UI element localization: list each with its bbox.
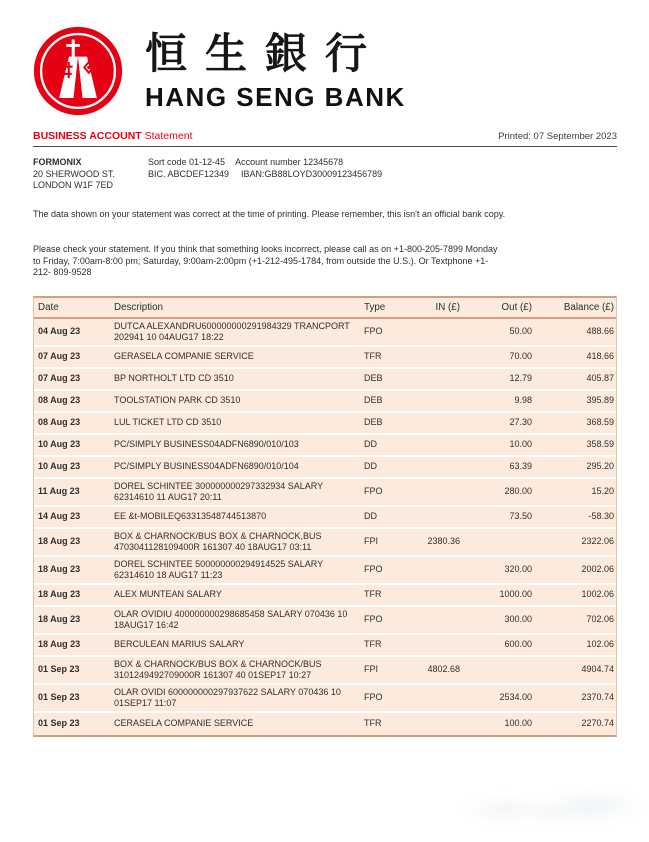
cell-balance: 405.87	[586, 373, 614, 383]
cell-description: DOREL SCHINTEE 300000000297332934 SALARY 62314610 11 AUG17 20:11	[114, 480, 323, 502]
cell-date: 18 Aug 23	[38, 589, 81, 599]
brand-text	[145, 26, 406, 112]
recipient-name: FORMONIX	[33, 157, 82, 167]
contact-notice: Please check your statement. If you think that something looks incorrect, please call as on +1-800-205-7899 Monday to Friday, 7:00am-8:00 pm; Saturday, 9:00am-2:00pm (+1-212-495-1784, from outside the U.S.). Or Textphone +1-212- 809-9528	[33, 244, 498, 277]
cell-type: TFR	[364, 351, 382, 361]
table-row	[34, 657, 616, 685]
account-details-block	[148, 157, 394, 192]
table-row	[34, 457, 616, 479]
table-row	[34, 319, 616, 347]
bank-name-chinese: 恒生銀行	[145, 29, 386, 78]
cell-date: 18 Aug 23	[38, 564, 81, 574]
cell-balance: 2322.06	[581, 536, 614, 546]
cell-description: BOX & CHARNOCK/BUS BOX & CHARNOCK/BUS 3101249492709000R 161307 40 01SEP17 10:27	[114, 658, 322, 680]
hang-seng-logo-icon	[33, 26, 123, 116]
statement-title-bold: BUSINESS ACCOUNT	[33, 130, 142, 142]
header-divider	[33, 146, 617, 147]
brand-header	[33, 26, 617, 116]
cell-out: 10.00	[509, 439, 532, 449]
cell-in: 2380.36	[427, 536, 460, 546]
cell-description: EE &t-MOBILEQ63313548744513870	[114, 511, 267, 521]
cell-out: 600.00	[504, 639, 532, 649]
bank-name-english: HANG SENG BANK	[145, 82, 406, 112]
cell-type: DEB	[364, 417, 383, 427]
cell-balance: 702.06	[586, 614, 614, 624]
cell-type: DD	[364, 439, 377, 449]
cell-out: 280.00	[504, 486, 532, 496]
cell-balance: 2270.74	[581, 718, 614, 728]
cell-date: 10 Aug 23	[38, 439, 81, 449]
column-header-out: Out (£)	[501, 301, 532, 313]
cell-description: BP NORTHOLT LTD CD 3510	[114, 373, 234, 383]
cell-type: TFR	[364, 718, 382, 728]
cell-type: FPI	[364, 664, 379, 674]
cell-balance: 368.59	[586, 417, 614, 427]
column-header-date: Date	[38, 301, 59, 313]
watermark-remnant	[430, 775, 645, 837]
cell-date: 04 Aug 23	[38, 326, 81, 336]
table-row	[34, 557, 616, 585]
cell-in: 4802.68	[427, 664, 460, 674]
cell-type: TFR	[364, 639, 382, 649]
cell-description: DOREL SCHINTEE 500000000294914525 SALARY 62314610 18 AUG17 11:23	[114, 558, 323, 580]
table-row	[34, 435, 616, 457]
cell-date: 08 Aug 23	[38, 395, 81, 405]
cell-type: FPO	[364, 564, 383, 574]
column-header-type: Type	[364, 301, 386, 313]
cell-balance: 395.89	[586, 395, 614, 405]
cell-date: 01 Sep 23	[38, 692, 80, 702]
cell-out: 2534.00	[499, 692, 532, 702]
cell-out: 27.30	[509, 417, 532, 427]
cell-description: GERASELA COMPANIE SERVICE	[114, 351, 254, 361]
cell-description: OLAR OVIDI 600000000297937622 SALARY 070436 10 01SEP17 11:07	[114, 686, 341, 708]
column-header-in: IN (£)	[435, 301, 460, 313]
cell-description: PC/SIMPLY BUSINESS04ADFN6890/010/104	[114, 461, 299, 471]
cell-type: DD	[364, 461, 377, 471]
cell-description: TOOLSTATION PARK CD 3510	[114, 395, 241, 405]
cell-type: FPI	[364, 536, 379, 546]
bic: BIC. ABCDEF12349	[148, 168, 230, 179]
cell-description: PC/SIMPLY BUSINESS04ADFN6890/010/103	[114, 439, 299, 449]
statement-title	[33, 130, 192, 142]
cell-out: 50.00	[509, 326, 532, 336]
cell-out: 12.79	[509, 373, 532, 383]
cell-type: TFR	[364, 589, 382, 599]
cell-balance: 1002.06	[581, 589, 614, 599]
statement-title-line	[33, 130, 617, 142]
cell-type: FPO	[364, 326, 383, 336]
iban: IBAN:GB88LOYD30009123456789	[241, 168, 383, 179]
cell-out: 70.00	[509, 351, 532, 361]
recipient-address-line2: LONDON W1F 7ED	[33, 180, 114, 190]
cell-date: 07 Aug 23	[38, 373, 81, 383]
transactions-table	[33, 296, 617, 737]
account-number: Account number 12345678	[235, 157, 344, 167]
table-row	[34, 391, 616, 413]
cell-date: 07 Aug 23	[38, 351, 81, 361]
cell-description: LUL TICKET LTD CD 3510	[114, 417, 222, 427]
column-header-description: Description	[114, 301, 164, 313]
cell-date: 08 Aug 23	[38, 417, 81, 427]
cell-description: OLAR OVIDIU 400000000298685458 SALARY 070436 10 18AUG17 16:42	[114, 608, 348, 630]
cell-date: 01 Sep 23	[38, 664, 80, 674]
table-row	[34, 507, 616, 529]
cell-description: ALEX MUNTEAN SALARY	[114, 589, 222, 599]
cell-type: DD	[364, 511, 377, 521]
sort-code: Sort code 01-12-45	[148, 157, 226, 167]
cell-balance: 488.66	[586, 326, 614, 336]
cell-out: 320.00	[504, 564, 532, 574]
statement-title-regular: Statement	[141, 130, 193, 142]
table-header-row	[34, 298, 616, 319]
table-row	[34, 585, 616, 607]
table-row	[34, 413, 616, 435]
table-row	[34, 713, 616, 735]
cell-out: 300.00	[504, 614, 532, 624]
recipient-address-line1: 20 SHERWOOD ST.	[33, 168, 115, 179]
cell-out: 73.50	[509, 511, 532, 521]
cell-balance: 295.20	[586, 461, 614, 471]
cell-balance: 15.20	[591, 486, 614, 496]
cell-date: 18 Aug 23	[38, 614, 81, 624]
column-header-balance: Balance (£)	[563, 301, 614, 313]
cell-balance: 4904.74	[581, 664, 614, 674]
cell-description: DUTCA ALEXANDRU600000000291984329 TRANCPORT 202941 10 04AUG17 18:22	[114, 320, 350, 342]
cell-type: FPO	[364, 486, 383, 496]
cell-type: FPO	[364, 614, 383, 624]
cell-balance: 2370.74	[581, 692, 614, 702]
recipient-address-block	[33, 157, 148, 192]
table-body	[34, 319, 616, 735]
cell-type: DEB	[364, 373, 383, 383]
cell-description: BOX & CHARNOCK/BUS BOX & CHARNOCK,BUS 4703041128109400R 161307 40 18AUG17 03:11	[114, 530, 322, 552]
cell-description: CERASELA COMPANIE SERVICE	[114, 718, 254, 728]
cell-out: 100.00	[504, 718, 532, 728]
cell-balance: 102.06	[586, 639, 614, 649]
cell-balance: 418.66	[586, 351, 614, 361]
table-row	[34, 369, 616, 391]
cell-date: 11 Aug 23	[38, 486, 80, 496]
cell-type: FPO	[364, 692, 383, 702]
table-row	[34, 635, 616, 657]
cell-balance: -58.30	[588, 511, 614, 521]
table-row	[34, 685, 616, 713]
cell-type: DEB	[364, 395, 383, 405]
cell-date: 18 Aug 23	[38, 639, 81, 649]
table-row	[34, 479, 616, 507]
cell-balance: 2002.06	[581, 564, 614, 574]
table-row	[34, 529, 616, 557]
cell-out: 9.98	[514, 395, 532, 405]
accuracy-notice: The data shown on your statement was correct at the time of printing. Please remember, this isn't an official bank copy.	[33, 208, 506, 219]
table-row	[34, 607, 616, 635]
cell-date: 10 Aug 23	[38, 461, 81, 471]
cell-out: 1000.00	[499, 589, 532, 599]
cell-date: 01 Sep 23	[38, 718, 80, 728]
cell-out: 63.39	[509, 461, 532, 471]
printed-date: Printed: 07 September 2023	[498, 131, 617, 142]
table-row	[34, 347, 616, 369]
cell-date: 14 Aug 23	[38, 511, 81, 521]
cell-date: 18 Aug 23	[38, 536, 81, 546]
cell-description: BERCULEAN MARIUS SALARY	[114, 639, 245, 649]
cell-balance: 358.59	[586, 439, 614, 449]
account-info-row	[33, 157, 617, 192]
